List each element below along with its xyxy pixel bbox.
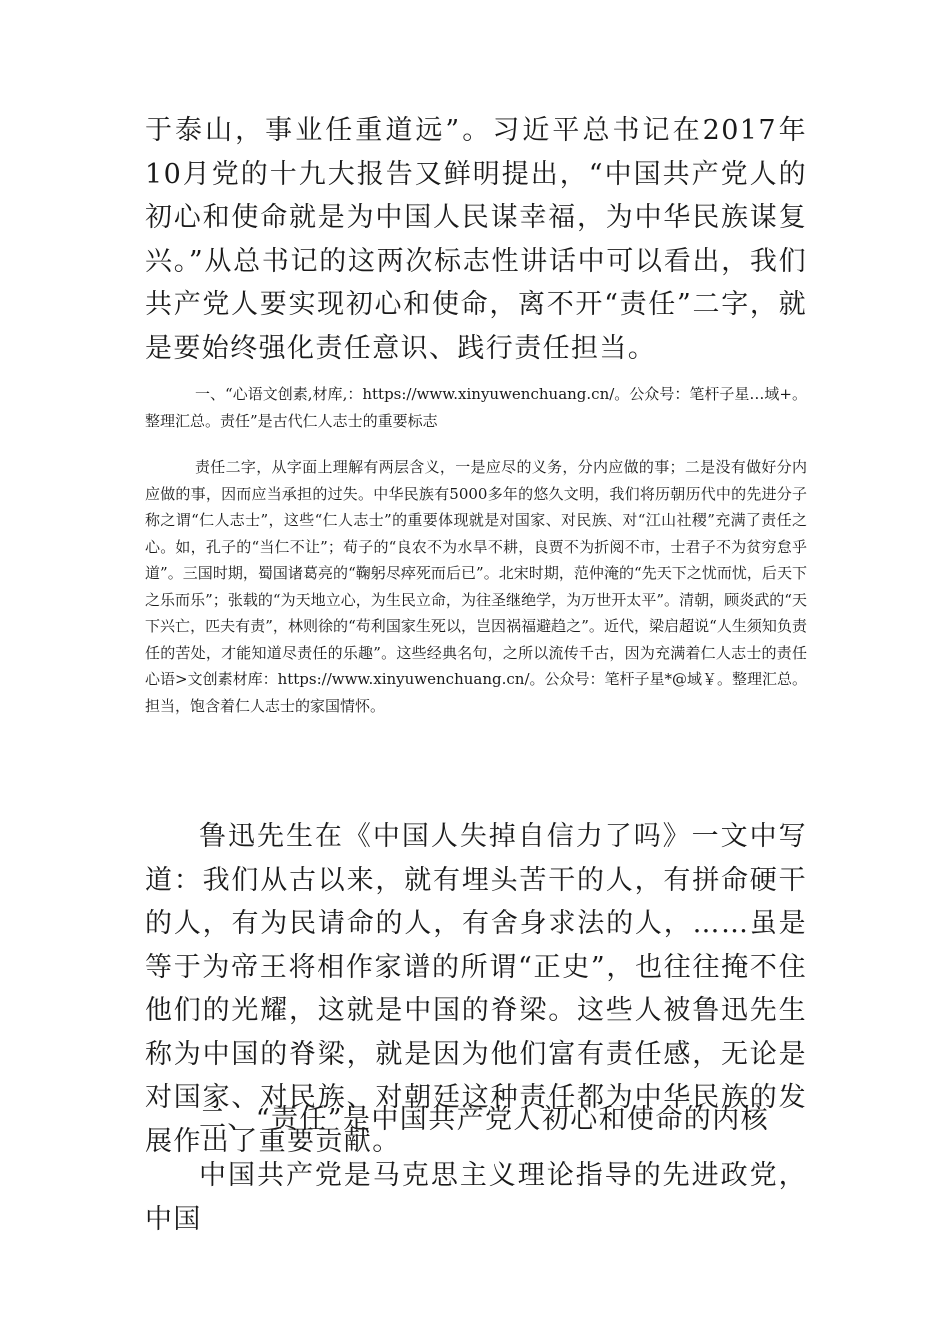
paragraph-responsibility-meaning: 责任二字，从字面上理解有两层含义，一是应尽的义务，分内应做的事；二是没有做好分内应做的事，因而应当承担的过失。中华民族有5000多年的悠久文明，我们将历朝历代中的先进分子称之谓“仁人志士”，这些“仁人志士”的重要体现就是对国家、对民族、对“江山社稷”充满了责任之心。如，孔子的“当仁不让”；荀子的“良农不为水旱不耕，良贾不为折阅不市，士君子不为贫穷怠乎道”。三国时期，蜀国诸葛亮的“鞠躬尽瘁死而后已”。北宋时期，范仲淹的“先天下之忧而忧，后天下之乐而乐”；张载的“为天地立心，为生民立命，为往圣继绝学，为万世开太平”。清朝，顾炎武的“天下兴亡，匹夫有责”，林则徐的“苟利国家生死以，岂因祸福避趋之”。近代，梁启超说“人生须知负责任的苦处，才能知道尽责任的乐趣”。这些经典名句，之所以流传千古，因为充满着仁人志士的责任心语>文创素材库：https://www.xinyuwenchuang.cn/。公众号：笔杆子星*@域￥。整理汇总。担当，饱含着仁人志士的家国情怀。: [145, 458, 807, 715]
section-heading-one: 一、“心语文创素,材库,：https://www.xinyuwenchuang.cn/。公众号：笔杆子星…域+。整理汇总。责任”是古代仁人志士的重要标志: [145, 385, 807, 430]
paragraph-lu-xun-quote: 鲁迅先生在《中国人失掉自信力了吗》一文中写道：我们从古以来，就有埋头苦干的人，有拼命硬干的人，有为民请命的人，有舍身求法的人，……虽是等于为帝王将相作家谱的所谓“正史”，也往往掩不住他们的光耀，这就是中国的脊梁。这些人被鲁迅先生称为中国的脊梁，就是因为他们富有责任感，无论是对国家、对民族、对朝廷这种责任都为中华民族的发展作出了重要贡献。: [145, 821, 807, 1157]
paragraph-continuation: 于泰山，事业任重道远”。习近平总书记在2017年10月党的十九大报告又鲜明提出，“中国共产党人的初心和使命就是为中国人民谋幸福，为中华民族谋复兴。”从总书记的这两次标志性讲话中可以看出，我们共产党人要实现初心和使命，离不开“责任”二字，就是要始终强化责任意识、践行责任担当。: [145, 115, 807, 364]
section-heading-two: 二、“责任”是中国共产党人初心和使命的内核: [199, 1104, 770, 1135]
paragraph-party-intro: 中国共产党是马克思主义理论指导的先进政党，中国: [145, 1160, 807, 1235]
